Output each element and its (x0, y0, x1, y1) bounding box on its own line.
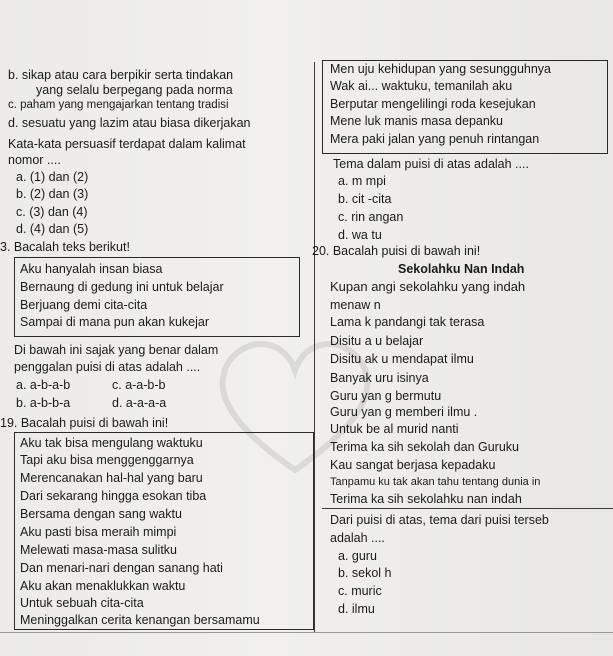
theme-option-a: a. m mpi (338, 174, 386, 188)
poem3-line: Tanpamu ku tak akan tahu tentang dunia in (330, 476, 541, 488)
q18-option-b: b. a-b-b-a (16, 396, 71, 410)
poem3-line: Banyak uru isinya (330, 371, 429, 385)
persuasive-option-c: c. (3) dan (4) (16, 205, 88, 219)
poem3-line: Terima ka sih sekolah dan Guruku (330, 440, 519, 454)
poem2-line: Melewati masa-masa sulitku (20, 543, 177, 557)
poem3-line: Kau sangat berjasa kepadaku (330, 458, 496, 472)
top-poem-line: Mera paki jalan yang penuh rintangan (330, 132, 540, 146)
q18-option-a: a. a-b-a-b (16, 378, 71, 392)
poem3-line: Untuk be al murid nanti (330, 422, 459, 436)
poem3-title: Sekolahku Nan Indah (398, 262, 525, 276)
q20-text-line2: adalah .... (330, 531, 385, 545)
theme-option-d: d. wa tu (338, 228, 382, 242)
poem3-line: Guru yan g memberi ilmu . (330, 405, 478, 419)
q19-intro: 19. Bacalah puisi di bawah ini! (0, 416, 169, 430)
column-divider (314, 62, 315, 632)
poem2-line: Untuk sebuah cita-cita (20, 596, 144, 610)
q18-option-c: c. a-a-b-b (112, 378, 166, 392)
top-poem-line: Men uju kehidupan yang sesungguhnya (330, 62, 552, 76)
q20-option-b: b. sekol h (338, 566, 392, 580)
q20-option-a: a. guru (338, 549, 377, 563)
q20-intro: 20. Bacalah puisi di bawah ini! (312, 244, 481, 258)
option-b-line1: b. sikap atau cara berpikir serta tindakan (8, 68, 234, 82)
q20-option-d: d. ilmu (338, 602, 375, 616)
poem1-line: Berjuang demi cita-cita (20, 298, 148, 312)
theme-question: Tema dalam puisi di atas adalah .... (333, 157, 529, 171)
q18-intro: 3. Bacalah teks berikut! (0, 240, 130, 254)
q20-option-c: c. muric (338, 584, 382, 598)
persuasive-option-a: a. (1) dan (2) (16, 170, 89, 184)
poem2-line: Dari sekarang hingga esokan tiba (20, 489, 207, 503)
poem2-line: Meninggalkan cerita kenangan bersamamu (20, 613, 260, 627)
poem2-line: Bersama dengan sang waktu (20, 507, 182, 521)
poem2-line: Merencanakan hal-hal yang baru (20, 471, 203, 485)
poem3-line: Disitu a u belajar (330, 334, 424, 348)
option-b-line2: yang selalu berpegang pada norma (36, 83, 233, 97)
q18-text-line1: Di bawah ini sajak yang benar dalam (14, 343, 219, 357)
poem1-line: Sampai di mana pun akan kukejar (20, 315, 210, 329)
poem1-line: Aku hanyalah insan biasa (20, 262, 163, 276)
poem3-line: Disitu ak u mendapat ilmu (330, 352, 474, 366)
poem3-line: menaw n (330, 298, 381, 312)
poem3-line: Lama k pandangi tak terasa (330, 315, 485, 329)
poem3-line: Kupan angi sekolahku yang indah (330, 279, 526, 294)
q18-option-d: d. a-a-a-a (112, 396, 167, 410)
option-c: c. paham yang mengajarkan tentang tradisi (8, 99, 229, 111)
theme-option-b: b. cit -cita (338, 192, 392, 206)
top-poem-line: Mene luk manis masa depanku (330, 114, 504, 128)
poem2-line: Aku akan menaklukkan waktu (20, 579, 186, 593)
persuasive-option-b: b. (2) dan (3) (16, 187, 89, 201)
poem3-bottom-rule (322, 508, 613, 509)
top-poem-line: Berputar mengelilingi roda kesejukan (330, 97, 536, 111)
top-poem-line: Wak ai... waktuku, temanilah aku (330, 79, 513, 93)
q18-text-line2: penggalan puisi di atas adalah .... (14, 360, 201, 374)
poem1-line: Bernaung di gedung ini untuk belajar (20, 280, 224, 294)
theme-option-c: c. rin angan (338, 210, 404, 224)
option-d: d. sesuatu yang lazim atau biasa dikerjakan (8, 116, 251, 130)
persuasive-question-line1: Kata-kata persuasif terdapat dalam kalimat (8, 137, 246, 151)
q20-text-line1: Dari puisi di atas, tema dari puisi terseb (330, 513, 549, 527)
poem3-line: Terima ka sih sekolahku nan indah (330, 492, 522, 506)
poem2-line: Tapi aku bisa menggenggarnya (20, 453, 194, 467)
poem2-line: Dan menari-nari dengan sanang hati (20, 561, 223, 575)
page-bottom-rule (0, 632, 613, 633)
poem3-line: Guru yan g bermutu (330, 389, 442, 403)
poem2-line: Aku pasti bisa meraih mimpi (20, 525, 177, 539)
persuasive-question-line2: nomor .... (8, 153, 61, 167)
persuasive-option-d: d. (4) dan (5) (16, 222, 89, 236)
poem2-line: Aku tak bisa mengulang waktuku (20, 436, 203, 450)
